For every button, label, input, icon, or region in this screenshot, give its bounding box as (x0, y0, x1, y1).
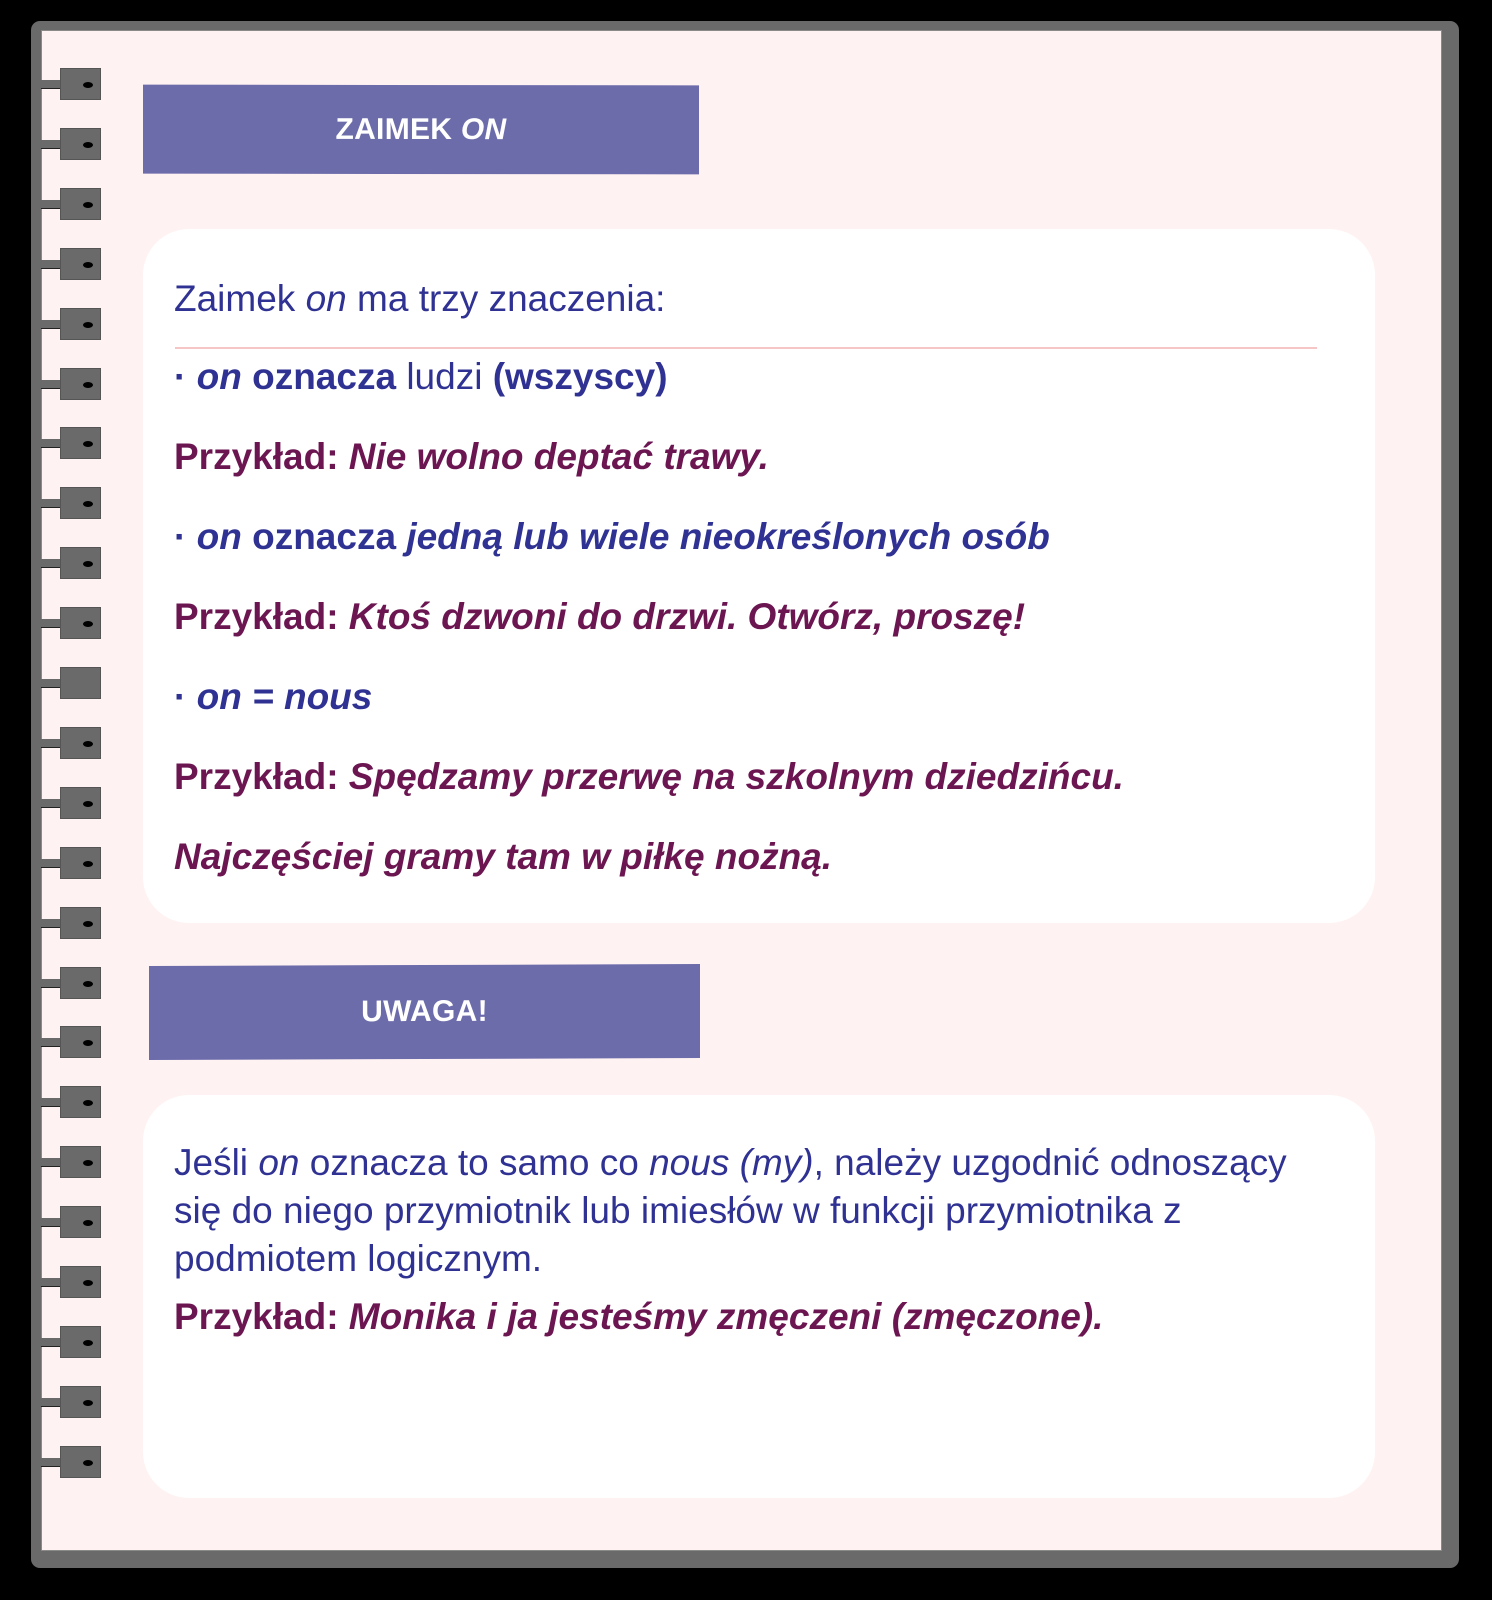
spiral-ring (41, 1266, 102, 1298)
spiral-connector (41, 739, 61, 748)
example-2-label: Przykład: (174, 596, 339, 637)
spiral-connector (41, 1158, 61, 1167)
spiral-hole-icon (83, 202, 93, 208)
spiral-connector (41, 1038, 61, 1047)
spiral-ring (41, 427, 102, 459)
spiral-ring-icon (60, 1146, 101, 1178)
spiral-ring (41, 847, 102, 879)
spiral-ring-icon (60, 487, 101, 519)
spiral-ring (41, 1086, 102, 1118)
spiral-ring-icon (60, 368, 101, 400)
spiral-hole-icon (83, 921, 93, 927)
spiral-ring-icon (60, 427, 101, 459)
spiral-hole-icon (83, 1160, 93, 1166)
example-3-continuation (174, 835, 832, 879)
spiral-connector (41, 679, 61, 688)
spiral-ring-icon (60, 787, 101, 819)
spiral-connector (41, 80, 61, 89)
spiral-hole-icon (83, 1460, 93, 1466)
spiral-hole-icon (83, 801, 93, 807)
spiral-ring-icon (60, 847, 101, 879)
spiral-ring (41, 547, 102, 579)
spiral-connector (41, 1398, 61, 1407)
spiral-ring (41, 1026, 102, 1058)
note-text-3: , należy uzgodnić odnoszący się do niego przymiotnik lub imiesłów w funkcji przymiotnika z podmiotem logicznym. (174, 1142, 1287, 1279)
spiral-ring-icon (60, 308, 101, 340)
spiral-connector (41, 260, 61, 269)
spiral-ring (41, 308, 102, 340)
spiral-hole-icon (83, 1220, 93, 1226)
spiral-ring-icon (60, 1266, 101, 1298)
spiral-ring-icon (60, 607, 101, 639)
spiral-hole-icon (83, 1280, 93, 1286)
example-2-text: Ktoś dzwoni do drzwi. Otwórz, proszę! (338, 596, 1026, 637)
meaning-3-emph: on = nous (196, 676, 373, 717)
example-2 (174, 595, 1025, 639)
example-3-text: Spędzamy przerwę na szkolnym dziedzińcu. (338, 756, 1124, 797)
spiral-ring (41, 1206, 102, 1238)
spiral-ring (41, 1386, 102, 1418)
example-1-label: Przykład: (174, 436, 339, 477)
note-text-2: oznacza to samo co (299, 1142, 650, 1183)
meaning-2-verb: oznacza (241, 516, 407, 557)
spiral-connector (41, 859, 61, 868)
section-title-prefix: ZAIMEK (335, 112, 461, 146)
example-1 (174, 435, 769, 479)
spiral-ring (41, 188, 102, 220)
intro-text-2: ma trzy znaczenia: (346, 278, 666, 319)
spiral-ring-icon (60, 68, 101, 100)
spiral-connector (41, 1338, 61, 1347)
spiral-hole-icon (83, 262, 93, 268)
meaning-3 (174, 675, 372, 719)
spiral-connector (41, 919, 61, 928)
spiral-ring-icon (60, 1386, 101, 1418)
spiral-ring (41, 68, 102, 100)
note-example (174, 1295, 1103, 1339)
spiral-hole-icon (83, 561, 93, 567)
spiral-ring-icon (60, 1086, 101, 1118)
spiral-ring-icon (60, 1206, 101, 1238)
spiral-ring-icon (60, 907, 101, 939)
spiral-ring (41, 128, 102, 160)
section-title-zaimek-on (143, 85, 699, 175)
note-emph-2: nous (my) (649, 1142, 814, 1183)
spiral-ring-icon (60, 1326, 101, 1358)
spiral-ring (41, 727, 102, 759)
spiral-hole-icon (83, 1340, 93, 1346)
section-title-label: UWAGA! (361, 994, 488, 1029)
spiral-ring-icon (60, 128, 101, 160)
heading-divider (175, 347, 1317, 349)
bullet-icon: · (174, 676, 197, 717)
spiral-connector (41, 140, 61, 149)
spiral-ring-icon (60, 547, 101, 579)
meaning-1-gloss: (wszyscy) (492, 356, 668, 397)
spiral-ring-icon (60, 667, 101, 699)
spiral-ring (41, 607, 102, 639)
spiral-connector (41, 559, 61, 568)
spiral-ring (41, 1146, 102, 1178)
note-text-1: Jeśli (174, 1142, 259, 1183)
section-title-emph: ON (460, 112, 507, 146)
intro-emph: on (305, 278, 347, 319)
spiral-connector (41, 979, 61, 988)
example-1-text: Nie wolno deptać trawy. (338, 436, 769, 477)
example-3-continuation-text: Najczęściej gramy tam w piłkę nożną. (174, 836, 833, 877)
spiral-connector (41, 200, 61, 209)
spiral-connector (41, 439, 61, 448)
spiral-ring (41, 487, 102, 519)
spiral-hole-icon (83, 441, 93, 447)
meaning-1 (174, 355, 668, 399)
spiral-hole-icon (83, 322, 93, 328)
spiral-hole-icon (83, 82, 93, 88)
note-emph-1: on (258, 1142, 300, 1183)
spiral-ring (41, 667, 102, 699)
note-example-label: Przykład: (174, 1296, 339, 1337)
bullet-icon: · (174, 356, 197, 397)
spiral-connector (41, 619, 61, 628)
spiral-connector (41, 1278, 61, 1287)
meaning-1-emph: on (196, 356, 242, 397)
spiral-ring (41, 1326, 102, 1358)
spiral-connector (41, 1458, 61, 1467)
spiral-hole-icon (83, 1400, 93, 1406)
section-title-uwaga (149, 964, 700, 1060)
meaning-2 (174, 515, 1050, 559)
spiral-connector (41, 1218, 61, 1227)
note-paragraph (174, 1139, 1334, 1283)
example-3 (174, 755, 1124, 799)
spiral-ring-icon (60, 188, 101, 220)
spiral-ring (41, 368, 102, 400)
spiral-hole-icon (83, 1040, 93, 1046)
spiral-ring-icon (60, 1446, 101, 1478)
spiral-ring (41, 248, 102, 280)
note-card (143, 1095, 1375, 1498)
meanings-card (143, 229, 1375, 923)
bullet-icon: · (174, 516, 197, 557)
spiral-hole-icon (83, 621, 93, 627)
spiral-ring-icon (60, 967, 101, 999)
note-example-text: Monika i ja jesteśmy zmęczeni (zmęczone). (338, 1296, 1104, 1337)
meaning-2-emph: on (196, 516, 242, 557)
spiral-ring (41, 1446, 102, 1478)
meaning-1-object: ludzi (406, 356, 493, 397)
spiral-hole-icon (83, 142, 93, 148)
intro-heading (174, 277, 665, 321)
spiral-ring (41, 907, 102, 939)
spiral-connector (41, 320, 61, 329)
spiral-ring (41, 787, 102, 819)
spiral-connector (41, 380, 61, 389)
spiral-ring (41, 967, 102, 999)
spiral-hole-icon (83, 1100, 93, 1106)
spiral-hole-icon (83, 861, 93, 867)
spiral-hole-icon (83, 981, 93, 987)
spiral-connector (41, 499, 61, 508)
meaning-2-object: jedną lub wiele nieokreślonych osób (406, 516, 1050, 557)
spiral-connector (41, 799, 61, 808)
spiral-hole-icon (83, 741, 93, 747)
meaning-1-verb: oznacza (241, 356, 407, 397)
intro-text-1: Zaimek (174, 278, 306, 319)
spiral-ring-icon (60, 1026, 101, 1058)
spiral-connector (41, 1098, 61, 1107)
spiral-hole-icon (83, 382, 93, 388)
spiral-ring-icon (60, 248, 101, 280)
example-3-label: Przykład: (174, 756, 339, 797)
spiral-hole-icon (83, 501, 93, 507)
spiral-ring-icon (60, 727, 101, 759)
